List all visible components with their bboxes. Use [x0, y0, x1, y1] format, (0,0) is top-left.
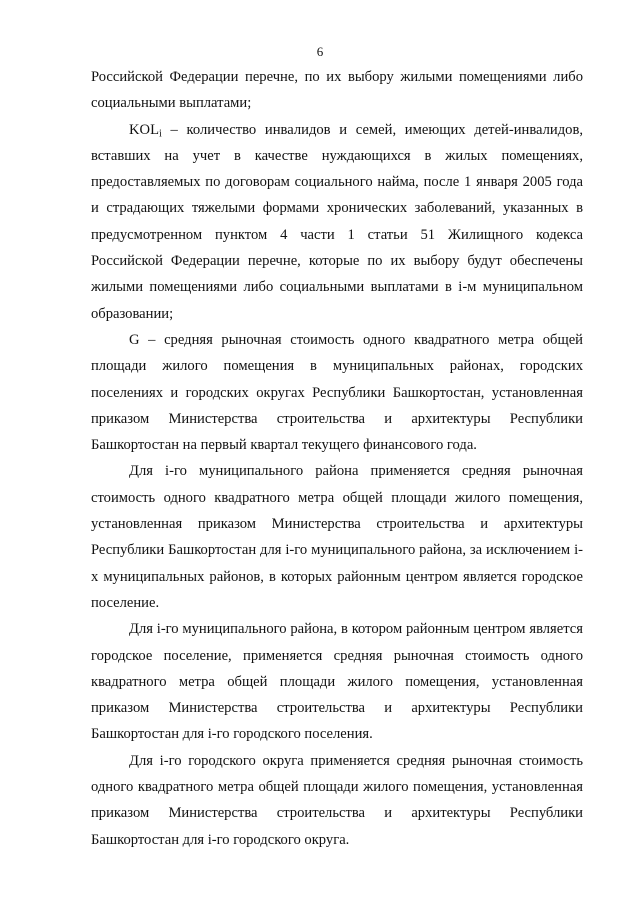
paragraph-g-definition: G – средняя рыночная стоимость одного квадратного метра общей площади жилого помещения в муниципальных районах, городских поселениях и городских округах Республики Башкортостан, установленная приказом Министерства строительства и архитектуры Республики Башкортостан на первый квартал текущего финансового года. [91, 331, 583, 454]
paragraph-district-urban-center: Для i-го муниципального района, в котором районным центром является городское поселение, применяется средняя рыночная стоимость одного квадратного метра общей площади жилого помещения, установленная приказом Министерства строительства и архитектуры Республики Башкортостан для i-го городского поселения. [91, 621, 583, 743]
kol-symbol: KOL [129, 121, 159, 138]
paragraph-municipal-district: Для i-го муниципального района применяется средняя рыночная стоимость одного квадратного метра общей площади жилого помещения, установленная приказом Министерства строительства и архитектуры Республики Башкортостан для i-го муниципального района, за исключением i-х муниципальных районов, в которых районным центром является городское поселение. [91, 463, 583, 611]
paragraph-city-district: Для i-го городского округа применяется средняя рыночная стоимость одного квадратного метра общей площади жилого помещения, установленная приказом Министерства строительства и архитектуры Республики Башкортостан для i-го городского округа. [91, 752, 583, 848]
page-number: 6 [316, 44, 324, 59]
paragraph-kol-definition [91, 117, 583, 327]
document-body [91, 64, 583, 853]
paragraph-continuation: Российской Федерации перечне, по их выбору жилыми помещениями либо социальными выплатами; [91, 69, 583, 112]
kol-definition-text: – количество инвалидов и семей, имеющих детей-инвалидов, вставших на учет в качестве нуждающихся в жилых помещениях, предоставляемых по договорам социального найма, после 1 января 2005 года и страдающих тяжелыми формами хронических заболеваний, указанных в предусмотренном пунктом 4 части 1 статьи 51 Жилищного кодекса Российской Федерации перечне, которые по их выбору будут обеспечены жилыми помещениями либо социальными выплатами в i-м муниципальном образовании; [91, 121, 583, 322]
kol-subscript: i [159, 128, 162, 140]
